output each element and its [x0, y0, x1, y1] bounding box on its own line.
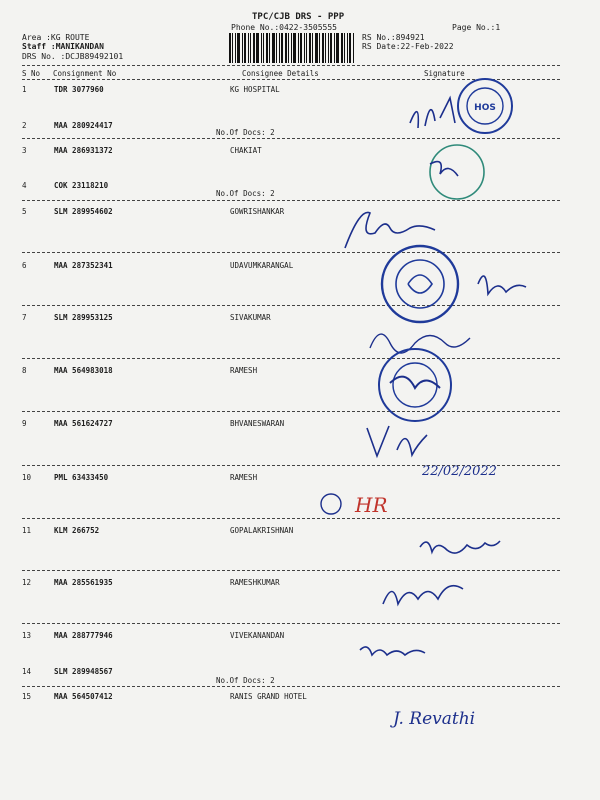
barcode	[229, 33, 357, 63]
svg-text:J. Revathi: J. Revathi	[393, 709, 476, 729]
row-sno: 5	[22, 207, 27, 216]
row-consignment: MAA 561624727	[54, 419, 113, 428]
row-sno: 12	[22, 578, 32, 587]
rs-date: RS Date:22-Feb-2022	[362, 42, 454, 51]
divider	[22, 570, 560, 571]
row-consignment: SLM 289953125	[54, 313, 113, 322]
row-consignee: GOPALAKRISHNAN	[230, 526, 294, 535]
svg-text:22/02/2022: 22/02/2022	[422, 464, 497, 479]
divider	[22, 65, 560, 66]
row-consignment: MAA 287352341	[54, 261, 113, 270]
row-docs-note: No.Of Docs: 2	[216, 676, 275, 685]
row-consignment: SLM 289954602	[54, 207, 113, 216]
column-header-signature: Signature	[424, 69, 465, 78]
row-sno: 15	[22, 692, 32, 701]
row-consignee: RAMESH	[230, 473, 258, 482]
row-consignee: BHVANESWARAN	[230, 419, 285, 428]
signature	[415, 532, 515, 557]
row-sno: 13	[22, 631, 32, 640]
row-consignment: SLM 289948567	[54, 667, 113, 676]
drs-number: DRS No. :DCJB89492101	[22, 52, 124, 61]
staff-label: Staff :MANIKANDAN	[22, 42, 104, 51]
row-consignment: PML 63433450	[54, 473, 109, 482]
row-sno: 8	[22, 366, 27, 375]
signature	[355, 638, 435, 663]
svg-text:HR: HR	[355, 493, 388, 517]
handwritten-name	[388, 698, 518, 733]
divider	[22, 623, 560, 624]
row-consignee: SIVAKUMAR	[230, 313, 271, 322]
row-sno: 6	[22, 261, 27, 270]
row-consignment: MAA 564983018	[54, 366, 113, 375]
row-consignee: GOWRISHANKAR	[230, 207, 285, 216]
row-consignee: UDAVUMKARANGAL	[230, 261, 294, 270]
row-sno: 11	[22, 526, 32, 535]
column-header-consignment: Consignment No	[53, 69, 117, 78]
divider	[22, 518, 560, 519]
row-docs-note: No.Of Docs: 2	[216, 189, 275, 198]
divider	[22, 686, 560, 687]
hospital-stamp	[405, 78, 525, 143]
row-sno: 9	[22, 419, 27, 428]
row-sno: 10	[22, 473, 32, 482]
row-consignee: KG HOSPITAL	[230, 85, 280, 94]
row-consignment: COK 23118210	[54, 181, 109, 190]
page-number: Page No.:1	[452, 23, 501, 32]
column-header-sno: S No	[22, 69, 41, 78]
document-title: TPC/CJB DRS - PPP	[252, 12, 345, 22]
row-sno: 14	[22, 667, 32, 676]
row-consignee: RANIS GRAND HOTEL	[230, 692, 307, 701]
rs-number: RS No.:894921	[362, 33, 425, 42]
row-consignment: MAA 285561935	[54, 578, 113, 587]
row-consignee: CHAKIAT	[230, 146, 262, 155]
advocate-stamp	[370, 345, 480, 425]
row-consignment: MAA 564507412	[54, 692, 113, 701]
row-sno: 4	[22, 181, 27, 190]
row-consignment: KLM 266752	[54, 526, 100, 535]
row-consignee: RAMESHKUMAR	[230, 578, 280, 587]
row-sno: 3	[22, 146, 27, 155]
divider	[22, 200, 560, 201]
row-consignment: TDR 3077960	[54, 85, 104, 94]
initials-red	[315, 470, 410, 520]
row-docs-note: No.Of Docs: 2	[216, 128, 275, 137]
green-stamp	[415, 140, 505, 200]
area-label: Area :KG ROUTE	[22, 33, 90, 42]
signature	[378, 574, 488, 619]
row-consignee: RAMESH	[230, 366, 258, 375]
row-sno: 1	[22, 85, 27, 94]
column-header-consignee: Consignee Details	[242, 69, 319, 78]
row-consignee: VIVEKANANDAN	[230, 631, 285, 640]
svg-text:HOS: HOS	[474, 103, 496, 113]
row-sno: 2	[22, 121, 27, 130]
row-consignment: MAA 286931372	[54, 146, 113, 155]
udavum-karangal-stamp	[368, 244, 538, 324]
row-sno: 7	[22, 313, 27, 322]
phone-number: Phone No.:0422-3505555	[231, 23, 337, 32]
row-consignment: MAA 280924417	[54, 121, 113, 130]
row-consignment: MAA 288777946	[54, 631, 113, 640]
